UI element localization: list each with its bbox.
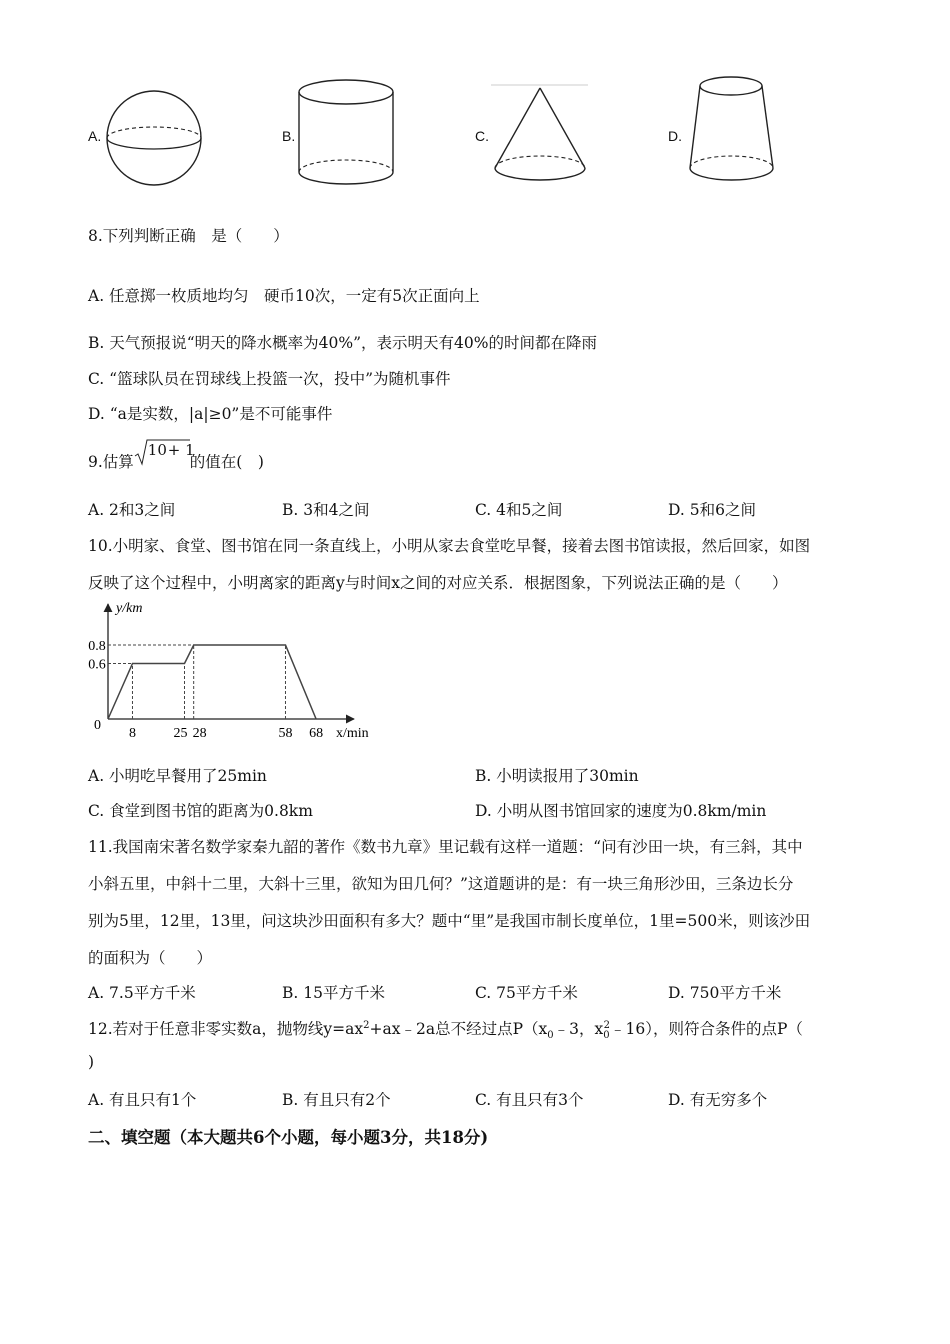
q11-stem-line3: 别为5里，12里，13里，问这块沙田面积有多大？题中“里”是我国市制长度单位，1里=500米，则该沙田 <box>88 912 811 930</box>
x-axis-label: x/min <box>336 726 369 741</box>
q12-option-d: D. 有无穷多个 <box>668 1091 768 1109</box>
q12-text-a: 12.若对于任意非零实数a，抛物线y=ax <box>88 1020 364 1038</box>
frustum-figure <box>686 72 780 190</box>
q12-sup-2: 2 <box>363 1019 370 1031</box>
x-tick-28: 28 <box>192 726 207 741</box>
q11-option-a: A. 7.5平方千米 <box>88 984 196 1002</box>
origin-label: 0 <box>94 718 101 733</box>
cylinder-figure <box>296 76 400 188</box>
q12-option-c: C. 有且只有3个 <box>475 1091 584 1109</box>
option-a-label: A. <box>88 128 102 144</box>
q11-option-b: B. 15平方千米 <box>282 984 385 1002</box>
q12-stem-line1 <box>88 1017 803 1041</box>
q9-option-a: A. 2和3之间 <box>88 501 176 519</box>
q8-option-a: A. 任意掷一枚质地均匀 硬币10次，一定有5次正面向上 <box>88 287 480 305</box>
q9-prefix: 9.估算 <box>88 453 134 471</box>
cone-figure <box>488 82 592 188</box>
q11-stem-line2: 小斜五里，中斜十二里，大斜十三里，欲知为田几何？”这道题讲的是：有一块三角形沙田，三条边长分 <box>88 875 794 893</box>
tick-labels <box>88 639 323 741</box>
q10-option-b: B. 小明读报用了30min <box>475 767 639 785</box>
q10-option-a: A. 小明吃早餐用了25min <box>88 767 267 785</box>
y-tick-0.6: 0.6 <box>88 657 106 673</box>
series-line <box>108 645 316 719</box>
option-c-label: C. <box>475 128 489 144</box>
q10-stem-line2: 反映了这个过程中，小明离家的距离y与时间x之间的对应关系．根据图象，下列说法正确的是（ ） <box>88 574 788 592</box>
q9-option-c: C. 4和5之间 <box>475 501 563 519</box>
x-tick-58: 58 <box>278 726 293 741</box>
option-b-label: B. <box>282 128 296 144</box>
q10-stem-line1: 10.小明家、食堂、图书馆在同一条直线上，小明从家去食堂吃早餐，接着去图书馆读报，然后回家，如图 <box>88 537 811 555</box>
y-axis-label: y/km <box>116 601 143 616</box>
q12-text-d: ﹣16），则符合条件的点P（ <box>609 1020 803 1038</box>
q12-sup-2b: 2 <box>603 1019 610 1031</box>
sphere-figure <box>104 88 206 188</box>
q9-suffix: 的值在( ) <box>189 453 264 471</box>
q12-stem-line2: ) <box>88 1053 95 1071</box>
y-tick-0.8: 0.8 <box>88 639 106 654</box>
q8-option-b: B. 天气预报说“明天的降水概率为40%”，表示明天有40%的时间都在降雨 <box>88 334 597 352</box>
q8-stem: 8.下列判断正确 是（ ） <box>88 227 289 245</box>
q12-text-c: ﹣3，x <box>553 1020 604 1038</box>
q12-option-b: B. 有且只有2个 <box>282 1091 391 1109</box>
q8-option-d: D. “a是实数，|a|≥0”是不可能事件 <box>88 405 333 423</box>
distance-time-graph <box>86 596 386 746</box>
q9-option-b: B. 3和4之间 <box>282 501 370 519</box>
q12-sub-0: 0 <box>547 1030 554 1042</box>
q12-option-a: A. 有且只有1个 <box>88 1091 197 1109</box>
q8-option-c: C. “篮球队员在罚球线上投篮一次，投中”为随机事件 <box>88 370 451 388</box>
q9-option-d: D. 5和6之间 <box>668 501 756 519</box>
q10-option-d: D. 小明从图书馆回家的速度为0.8km/min <box>475 802 767 820</box>
q11-option-c: C. 75平方千米 <box>475 984 578 1002</box>
plus-one: + 1 <box>167 441 195 459</box>
radicand: 10 <box>147 441 167 459</box>
q12-text-b: +ax﹣2a总不经过点P（x <box>369 1020 548 1038</box>
q12-sub-0b: 0 <box>603 1030 610 1042</box>
sqrt-expression <box>134 441 195 470</box>
q11-stem-line1: 11.我国南宋著名数学家秦九韶的著作《数书九章》里记载有这样一道题：“问有沙田一块，有三斜，其中 <box>88 838 803 856</box>
x-tick-68: 68 <box>309 726 324 741</box>
option-d-label: D. <box>668 128 682 144</box>
q10-option-c: C. 食堂到图书馆的距离为0.8km <box>88 802 313 820</box>
x-tick-25: 25 <box>173 726 188 741</box>
q11-stem-line4: 的面积为（ ） <box>88 949 213 967</box>
x-tick-8: 8 <box>128 726 136 741</box>
guide-lines <box>108 645 285 719</box>
q9-stem <box>88 441 264 472</box>
section-heading-fill-in: 二、填空题（本大题共6个小题，每小题3分，共18分) <box>88 1128 489 1147</box>
q11-option-d: D. 750平方千米 <box>668 984 782 1002</box>
